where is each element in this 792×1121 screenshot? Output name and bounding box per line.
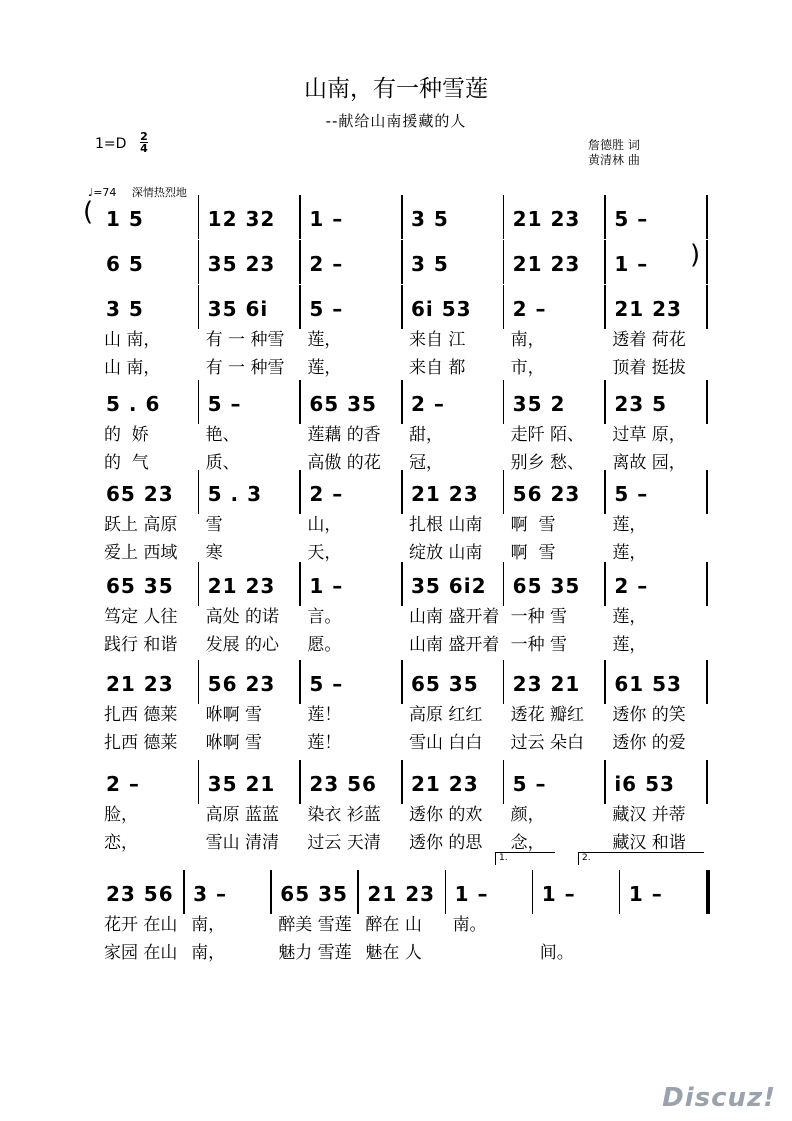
lyric-measure: 透花 瓣红 <box>510 705 585 725</box>
measure-notes: 2 – <box>614 574 649 598</box>
measure-notes: 21 23 <box>614 297 682 321</box>
credits <box>588 138 640 168</box>
barline <box>401 380 403 424</box>
barline <box>270 870 272 914</box>
barline <box>445 870 447 914</box>
barline <box>299 380 301 424</box>
measure-notes: 21 23 <box>207 574 276 598</box>
lyric-measure: 天， <box>307 543 342 563</box>
measure-notes: 1 – <box>614 252 649 276</box>
measure-notes: 65 35 <box>512 574 581 598</box>
time-signature: 2 4 <box>140 130 148 155</box>
barline <box>299 660 301 704</box>
lyric-measure: 南， <box>510 330 545 350</box>
barline <box>401 195 403 239</box>
lyric-measure: 高原 红红 <box>409 705 483 725</box>
lyric-measure: 来自 江 <box>409 330 466 350</box>
lyric-measure: 莲！ <box>307 733 342 753</box>
lyric-measure: 莲， <box>307 330 342 350</box>
measure-notes: 2 – <box>512 297 547 321</box>
lyric-measure: 染衣 衫蓝 <box>307 805 381 825</box>
barline <box>706 870 710 914</box>
lyric-measure: 念， <box>510 833 545 853</box>
measure-notes: 65 35 <box>280 882 348 906</box>
measure-notes: 3 5 <box>411 207 449 231</box>
barline <box>299 240 301 284</box>
measure-notes: 21 23 <box>411 482 479 506</box>
lyric-measure: 言。 <box>307 607 342 627</box>
barline <box>198 240 200 284</box>
lyric-measure: 的 气 <box>104 453 149 473</box>
lyric-measure: 有 一 种雪 <box>205 358 285 378</box>
lyric-measure: 魅在 人 <box>365 943 422 963</box>
measure-notes: 5 – <box>512 772 547 796</box>
measure-notes: 5 . 6 <box>106 392 161 416</box>
measure-notes: 5 – <box>309 672 344 696</box>
lyric-measure: 魅力 雪莲 <box>278 943 352 963</box>
lyric-measure: 山南 盛开着 <box>409 607 500 627</box>
measure-notes: 35 23 <box>207 252 276 276</box>
watermark: Discuz! <box>662 1083 776 1113</box>
barline <box>503 195 505 239</box>
barline <box>706 760 708 804</box>
lyric-measure: 恋， <box>104 833 138 853</box>
barline <box>503 285 505 329</box>
lyric-measure: 市， <box>510 358 545 378</box>
barline <box>299 562 301 606</box>
barline <box>604 240 606 284</box>
barline <box>198 470 200 514</box>
barline <box>198 660 200 704</box>
barline <box>401 470 403 514</box>
measure-notes: 65 35 <box>309 392 377 416</box>
barline <box>604 760 606 804</box>
key-signature: 1=D <box>95 136 127 152</box>
measure-notes: 21 23 <box>512 252 581 276</box>
barline <box>299 195 301 239</box>
barline <box>198 760 200 804</box>
lyric-measure: 扎西 德莱 <box>104 705 178 725</box>
lyric-measure: 艳、 <box>205 425 240 445</box>
measure-notes: 1 5 <box>106 207 144 231</box>
lyric-measure: 莲！ <box>307 705 342 725</box>
lyric-measure: 山 南， <box>104 330 161 350</box>
lyric-measure: 南， <box>191 943 226 963</box>
measure-notes: 65 23 <box>106 482 174 506</box>
barline <box>604 470 606 514</box>
barline <box>604 562 606 606</box>
measure-notes: 1 – <box>541 882 576 906</box>
barline <box>604 285 606 329</box>
barline <box>198 195 200 239</box>
barline <box>503 240 505 284</box>
lyric-measure: 脸， <box>104 805 138 825</box>
lyric-measure: 莲， <box>612 515 647 535</box>
lyric-measure: 啊 雪 <box>510 515 556 535</box>
barline <box>604 660 606 704</box>
measure-notes: 2 – <box>411 392 445 416</box>
intro-close-paren: ) <box>690 240 701 270</box>
lyric-measure: 咻啊 雪 <box>205 733 263 753</box>
measure-notes: 5 – <box>614 482 649 506</box>
lyric-measure: 别乡 愁、 <box>510 453 585 473</box>
measure-notes: 23 56 <box>309 772 377 796</box>
measure-notes: 23 5 <box>614 392 668 416</box>
lyric-measure: 有 一 种雪 <box>205 330 285 350</box>
lyric-measure: 藏汉 和谐 <box>612 833 686 853</box>
barline <box>401 562 403 606</box>
measure-notes: 3 – <box>193 882 228 906</box>
barline <box>198 285 200 329</box>
measure-notes: 1 – <box>454 882 489 906</box>
barline <box>706 660 708 704</box>
lyric-measure: 莲， <box>612 543 647 563</box>
lyric-measure: 咻啊 雪 <box>205 705 263 725</box>
barline <box>198 380 200 424</box>
barline <box>401 285 403 329</box>
lyric-measure: 跃上 高原 <box>104 515 178 535</box>
barline <box>706 285 708 329</box>
measure-notes: 1 – <box>309 207 344 231</box>
lyric-measure: 离故 园， <box>612 453 686 473</box>
measure-notes: 5 – <box>614 207 649 231</box>
lyric-measure: 透你 的爱 <box>612 733 686 753</box>
measure-notes: 65 35 <box>106 574 174 598</box>
lyric-measure: 莲， <box>612 635 647 655</box>
barline <box>706 240 708 284</box>
measure-notes: 2 – <box>309 252 344 276</box>
measure-notes: 2 – <box>309 482 344 506</box>
lyric-measure: 颜， <box>510 805 545 825</box>
lyric-measure: 爱上 西域 <box>104 543 178 563</box>
volta-bracket: 2. <box>578 852 704 865</box>
barline <box>604 380 606 424</box>
lyric-measure: 质、 <box>205 453 240 473</box>
lyric-measure: 醉在 山 <box>365 915 422 935</box>
lyric-measure: 醉美 雪莲 <box>278 915 352 935</box>
measure-notes: 61 53 <box>614 672 682 696</box>
lyric-measure: 透你 的欢 <box>409 805 483 825</box>
measure-notes: 21 23 <box>512 207 581 231</box>
lyric-measure: 扎西 德莱 <box>104 733 178 753</box>
lyric-measure: 的 娇 <box>104 425 149 445</box>
lyric-measure: 笃定 人往 <box>104 607 178 627</box>
lyric-measure: 甜， <box>409 425 443 445</box>
lyric-measure: 莲藕 的香 <box>307 425 381 445</box>
barline <box>299 285 301 329</box>
lyric-measure: 扎根 山南 <box>409 515 483 535</box>
measure-notes: 56 23 <box>207 672 276 696</box>
barline <box>706 470 708 514</box>
lyric-measure: 一种 雪 <box>510 635 568 655</box>
measure-notes: 21 23 <box>106 672 174 696</box>
measure-notes: 6 5 <box>106 252 144 276</box>
measure-notes: 21 23 <box>411 772 479 796</box>
lyric-measure: 透你 的笑 <box>612 705 686 725</box>
song-title: 山南，有一种雪莲 <box>304 76 488 102</box>
measure-notes: 56 23 <box>512 482 581 506</box>
measure-notes: 6i 53 <box>411 297 472 321</box>
measure-notes: 65 35 <box>411 672 479 696</box>
intro-open-paren: ( <box>83 197 94 227</box>
lyric-measure: 花开 在山 <box>104 915 178 935</box>
barline <box>503 470 505 514</box>
barline <box>503 760 505 804</box>
measure-notes: 21 23 <box>367 882 436 906</box>
lyric-measure: 藏汉 并蒂 <box>612 805 686 825</box>
barline <box>401 760 403 804</box>
lyric-measure: 过云 朵白 <box>510 733 585 753</box>
lyric-measure: 过云 天清 <box>307 833 381 853</box>
measure-notes: 2 – <box>106 772 140 796</box>
barline <box>299 760 301 804</box>
barline <box>198 562 200 606</box>
lyric-measure: 发展 的心 <box>205 635 280 655</box>
measure-notes: 3 5 <box>411 252 449 276</box>
lyric-measure: 莲， <box>612 607 647 627</box>
barline <box>604 195 606 239</box>
staff-row <box>100 195 710 245</box>
barline <box>532 870 534 914</box>
barline <box>183 870 185 914</box>
measure-notes: 1 – <box>309 574 344 598</box>
lyric-measure: 高处 的诺 <box>205 607 280 627</box>
lyric-measure: 间。 <box>539 943 574 963</box>
barline <box>706 380 708 424</box>
staff-row <box>100 240 710 290</box>
lyric-measure: 走阡 陌、 <box>510 425 585 445</box>
measure-notes: 35 6i <box>207 297 269 321</box>
lyric-measure: 家园 在山 <box>104 943 178 963</box>
measure-notes: 1 – <box>628 882 663 906</box>
lyric-measure: 来自 都 <box>409 358 466 378</box>
lyric-measure: 山南 盛开着 <box>409 635 500 655</box>
lyric-measure: 雪 <box>205 515 223 535</box>
lyric-measure: 雪山 清清 <box>205 833 280 853</box>
lyricist: 詹德胜 词 <box>588 138 640 152</box>
measure-notes: i6 53 <box>614 772 675 796</box>
barline <box>706 562 708 606</box>
lyric-measure: 雪山 白白 <box>409 733 483 753</box>
lyric-measure: 山 南， <box>104 358 161 378</box>
lyric-measure: 冠， <box>409 453 443 473</box>
measure-notes: 5 – <box>207 392 242 416</box>
song-subtitle: --献给山南援藏的人 <box>325 112 467 130</box>
barline <box>503 562 505 606</box>
barline <box>357 870 359 914</box>
measure-notes: 3 5 <box>106 297 144 321</box>
measure-notes: 35 21 <box>207 772 276 796</box>
lyric-measure: 啊 雪 <box>510 543 556 563</box>
measure-notes: 35 2 <box>512 392 566 416</box>
volta-bracket: 1. <box>495 852 555 865</box>
barline <box>619 870 621 914</box>
lyric-measure: 高傲 的花 <box>307 453 381 473</box>
lyric-measure: 顶着 挺拔 <box>612 358 686 378</box>
barline <box>401 660 403 704</box>
composer: 黄清林 曲 <box>588 153 640 167</box>
measure-notes: 5 . 3 <box>207 482 263 506</box>
tempo-mark: ♩=74 <box>88 186 117 199</box>
measure-notes: 5 – <box>309 297 344 321</box>
lyric-measure: 南。 <box>452 915 487 935</box>
measure-notes: 23 56 <box>106 882 174 906</box>
lyric-measure: 透着 荷花 <box>612 330 686 350</box>
lyric-measure: 透你 的思 <box>409 833 483 853</box>
lyric-measure: 践行 和谐 <box>104 635 178 655</box>
lyric-measure: 愿。 <box>307 635 342 655</box>
lyric-measure: 一种 雪 <box>510 607 568 627</box>
expression: 深情热烈地 <box>131 186 187 199</box>
measure-notes: 12 32 <box>207 207 276 231</box>
barline <box>401 240 403 284</box>
barline <box>503 380 505 424</box>
lyric-measure: 高原 蓝蓝 <box>205 805 280 825</box>
barline <box>299 470 301 514</box>
lyric-measure: 南， <box>191 915 226 935</box>
lyric-measure: 寒 <box>205 543 223 563</box>
lyric-measure: 绽放 山南 <box>409 543 483 563</box>
barline <box>503 660 505 704</box>
lyric-measure: 莲， <box>307 358 342 378</box>
measure-notes: 23 21 <box>512 672 581 696</box>
lyric-measure: 过草 原， <box>612 425 686 445</box>
measure-notes: 35 6i2 <box>411 574 487 598</box>
lyric-measure: 山， <box>307 515 342 535</box>
barline <box>706 195 708 239</box>
